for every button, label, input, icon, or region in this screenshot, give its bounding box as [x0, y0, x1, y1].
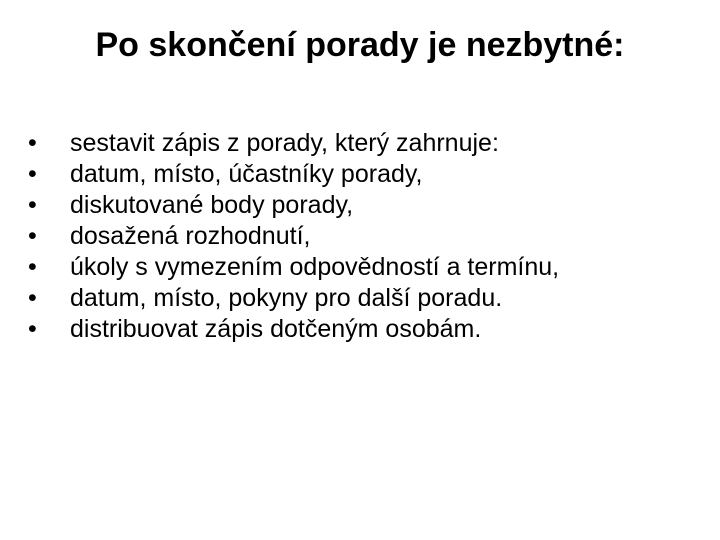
list-item-text: distribuovat zápis dotčeným osobám. — [70, 315, 482, 343]
list-item-text: datum, místo, účastníky porady, — [70, 160, 423, 188]
list-item — [28, 159, 688, 189]
list-item-text: sestavit zápis z porady, který zahrnuje: — [70, 129, 499, 157]
list-item — [28, 221, 688, 251]
list-item-text: datum, místo, pokyny pro další poradu. — [70, 284, 503, 312]
bullet-icon: • — [28, 284, 37, 312]
list-item-text: diskutované body porady, — [70, 191, 354, 219]
list-item-text: úkoly s vymezením odpovědností a termínu, — [70, 253, 560, 281]
bullet-icon: • — [28, 253, 37, 281]
list-item — [28, 252, 688, 282]
list-item — [28, 283, 688, 313]
bullet-icon: • — [28, 222, 37, 250]
list-item — [28, 190, 688, 220]
list-item — [28, 128, 688, 158]
bullet-list — [28, 128, 688, 345]
list-item-text: dosažená rozhodnutí, — [70, 222, 311, 250]
bullet-icon: • — [28, 129, 37, 157]
bullet-icon: • — [28, 160, 37, 188]
list-item — [28, 314, 688, 344]
slide-title: Po skončení porady je nezbytné: — [95, 26, 625, 64]
bullet-icon: • — [28, 315, 37, 343]
bullet-icon: • — [28, 191, 37, 219]
